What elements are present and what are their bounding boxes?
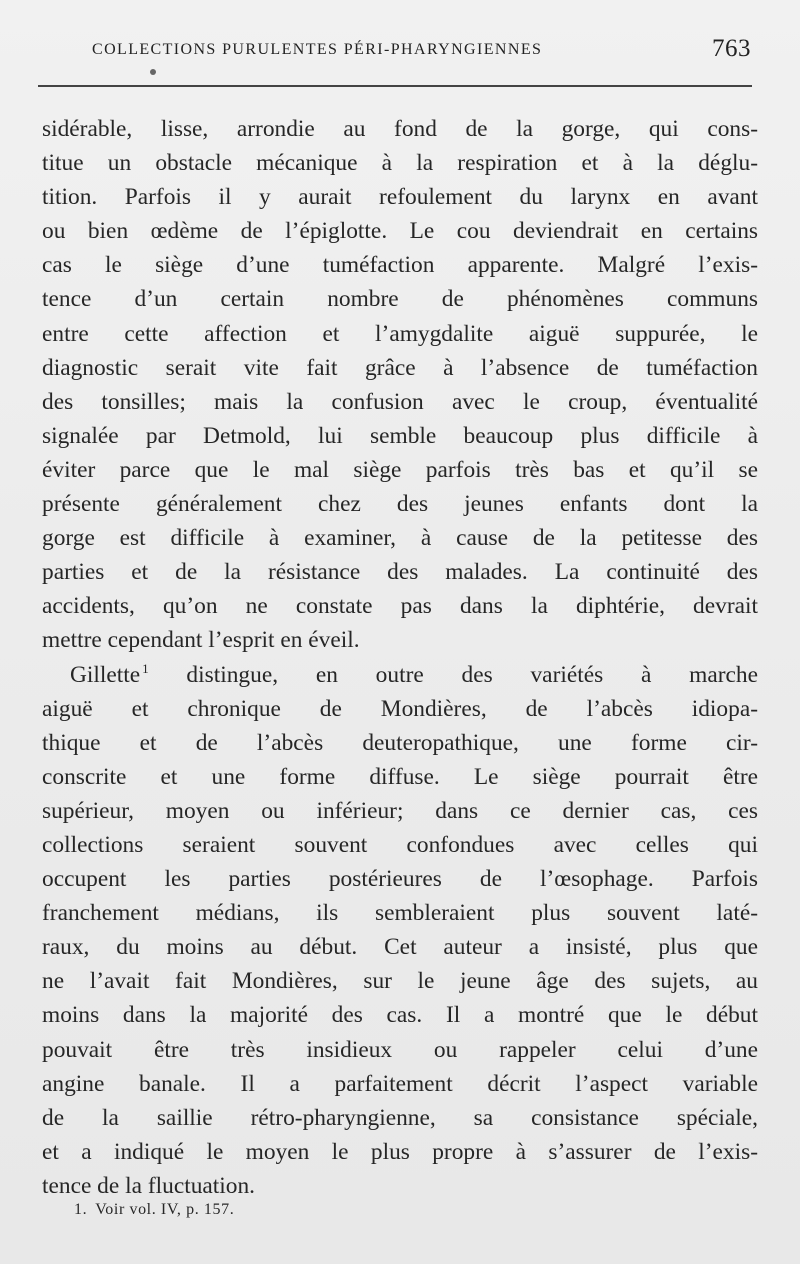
- text-line: et a indiqué le moyen le plus propre à s’assurer de l’exis-: [42, 1138, 758, 1165]
- text-line: cas le siège d’une tuméfaction apparente. Malgré l’exis-: [42, 252, 758, 279]
- text-line: des tonsilles; mais la confusion avec le croup, éventualité: [42, 388, 758, 415]
- text-line: éviter parce que le mal siège parfois très bas et qu’il se: [42, 456, 758, 483]
- text-line: titue un obstacle mécanique à la respiration et à la déglu-: [42, 150, 758, 177]
- text-line: aiguë et chronique de Mondières, de l’abcès idiopa-: [42, 695, 758, 722]
- footnote-text: Voir vol. IV, p. 157.: [95, 1201, 235, 1218]
- text-line: parties et de la résistance des malades. La continuité des: [42, 559, 758, 586]
- text-line: conscrite et une forme diffuse. Le siège pourrait être: [42, 763, 758, 790]
- text-line: angine banale. Il a parfaitement décrit l’aspect variable: [42, 1070, 758, 1097]
- text-line: de la saillie rétro-pharyngienne, sa consistance spéciale,: [42, 1104, 758, 1131]
- text-line: gorge est difficile à examiner, à cause de la petitesse des: [42, 525, 758, 552]
- text-line: tence d’un certain nombre de phénomènes communs: [42, 286, 758, 313]
- footnote-marker: 1.: [74, 1201, 88, 1218]
- text-line: ou bien œdème de l’épiglotte. Le cou deviendrait en certains: [42, 218, 758, 245]
- text-line: tition. Parfois il y aurait refoulement du larynx en avant: [42, 184, 758, 211]
- text-line: franchement médians, ils sembleraient plus souvent laté-: [42, 900, 758, 927]
- text-line: signalée par Detmold, lui semble beaucoup plus difficile à: [42, 422, 758, 449]
- header-rule: [38, 85, 752, 87]
- running-title: COLLECTIONS PURULENTES PÉRI-PHARYNGIENNES: [92, 41, 543, 58]
- text-line: occupent les parties postérieures de l’œsophage. Parfois: [42, 866, 758, 893]
- text-line: sidérable, lisse, arrondie au fond de la gorge, qui cons-: [42, 116, 758, 142]
- page-header: [72, 35, 752, 70]
- text-line: raux, du moins au début. Cet auteur a insisté, plus que: [42, 934, 758, 961]
- text-line: moins dans la majorité des cas. Il a montré que le début: [42, 1002, 758, 1029]
- text-line: entre cette affection et l’amygdalite aiguë suppurée, le: [42, 320, 758, 347]
- text-line: ne l’avait fait Mondières, sur le jeune âge des sujets, au: [42, 968, 758, 995]
- text-line: collections seraient souvent confondues avec celles qui: [42, 831, 758, 858]
- text-line: diagnostic serait vite fait grâce à l’absence de tuméfaction: [42, 354, 758, 381]
- footnote-reference: 1: [142, 660, 149, 676]
- paragraph-start-text: Gillette: [70, 661, 141, 688]
- text-line: présente généralement chez des jeunes enfants dont la: [42, 491, 758, 518]
- text-line: tence de la fluctuation.: [42, 1172, 256, 1199]
- text-line: mettre cependant l’esprit en éveil.: [42, 627, 360, 654]
- text-line: thique et de l’abcès deuteropathique, une forme cir-: [42, 729, 758, 756]
- text-line: pouvait être très insidieux ou rappeler celui d’une: [42, 1036, 758, 1063]
- paragraph-first-line: [42, 658, 758, 692]
- main-text-block: [42, 112, 758, 1203]
- page-number: 763: [712, 35, 751, 62]
- text-line: accidents, qu’on ne constate pas dans la diphtérie, devrait: [42, 593, 758, 620]
- paragraph-first-line-rest: distingue, en outre des variétés à marche: [148, 661, 758, 688]
- text-line: supérieur, moyen ou inférieur; dans ce dernier cas, ces: [42, 797, 758, 824]
- footnote: [74, 1201, 234, 1219]
- print-dot-mark: [150, 69, 156, 75]
